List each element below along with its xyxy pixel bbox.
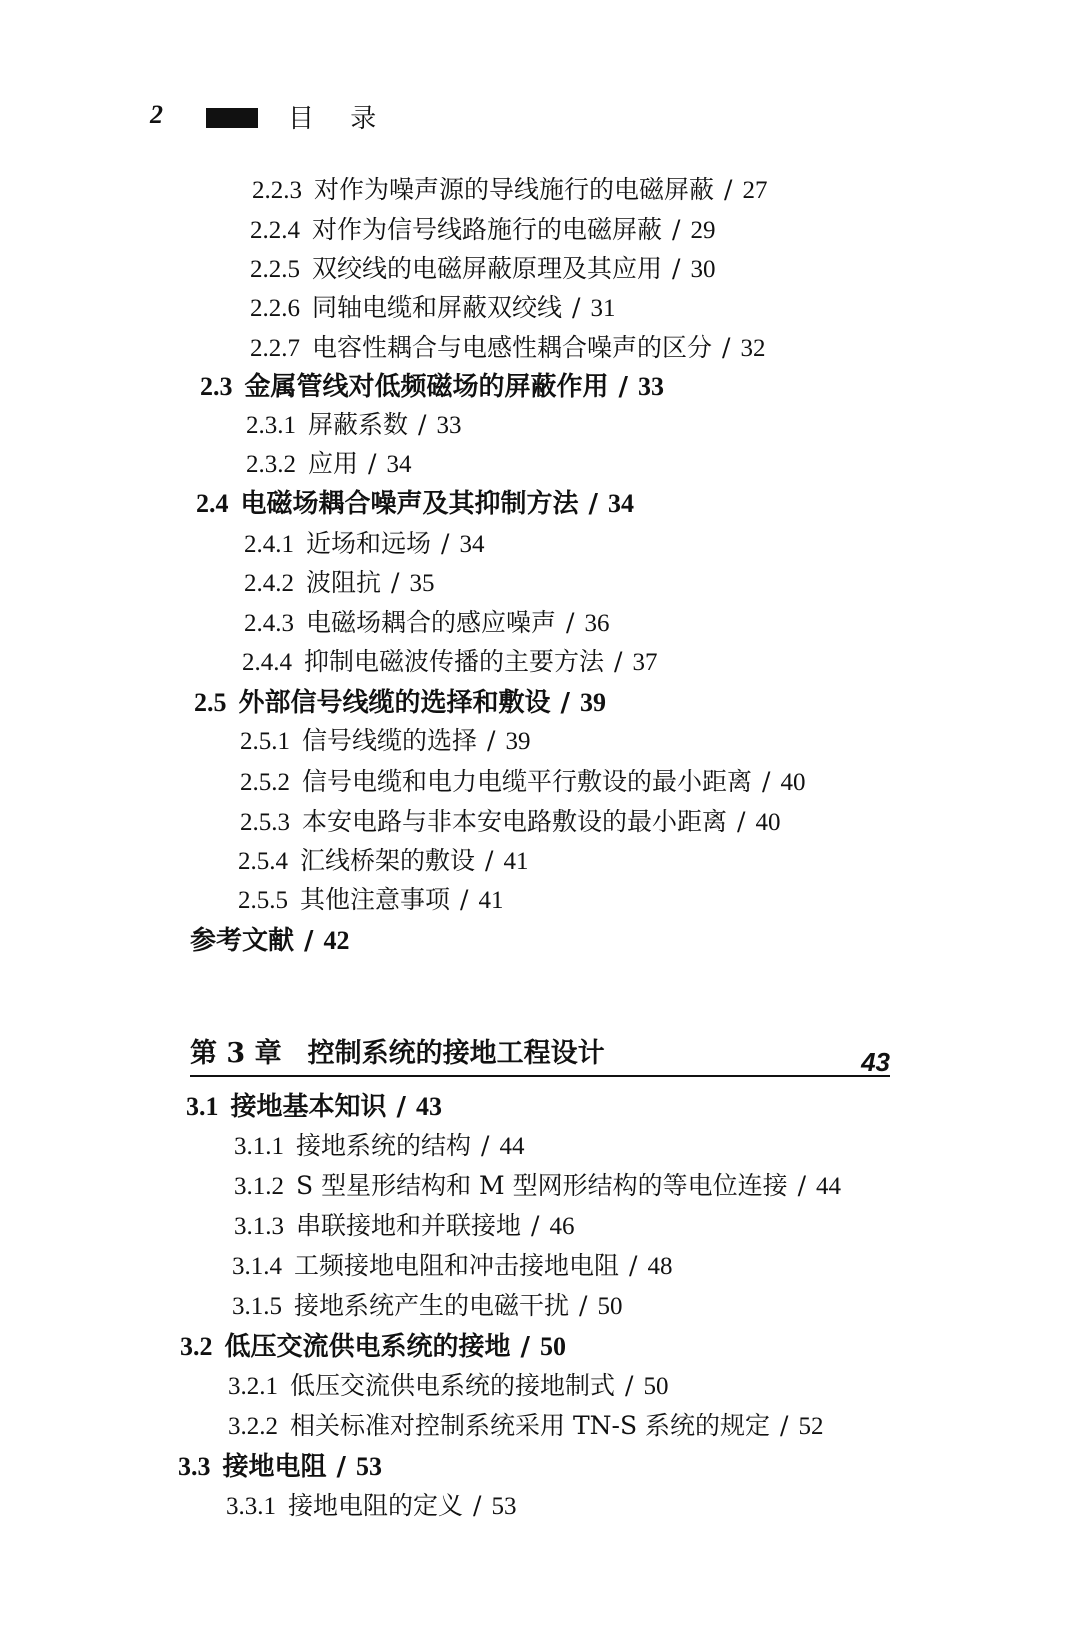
toc-entry xyxy=(240,721,530,757)
toc-entry-number: 3.2.1 xyxy=(228,1373,278,1400)
toc-separator: / xyxy=(441,529,450,558)
toc-section-entry xyxy=(200,366,664,403)
toc-entry-page: 43 xyxy=(416,1092,443,1121)
toc-separator: / xyxy=(485,846,494,875)
toc-entry-page: 31 xyxy=(590,295,616,322)
toc-entry-title: 串联接地和并联接地 xyxy=(296,1211,522,1240)
toc-entry-page: 41 xyxy=(503,848,529,875)
toc-entry-number: 2.5.4 xyxy=(238,848,288,875)
toc-entry xyxy=(234,1206,574,1242)
chapter-name: 控制系统的接地工程设计 xyxy=(307,1038,605,1069)
toc-separator: / xyxy=(579,1291,588,1320)
toc-separator: / xyxy=(391,568,400,597)
toc-entry-page: 41 xyxy=(478,887,504,914)
toc-entry-page: 27 xyxy=(742,177,768,204)
toc-entry-page: 44 xyxy=(816,1173,842,1200)
toc-entry-title: 应用 xyxy=(308,449,359,478)
toc-section-entry xyxy=(196,483,634,520)
toc-entry-page: 42 xyxy=(323,926,350,955)
toc-entry-title: 电容性耦合与电感性耦合噪声的区分 xyxy=(312,333,713,362)
toc-separator: / xyxy=(368,449,377,478)
toc-entry-title: 相关标准对控制系统采用 TN-S 系统的规定 xyxy=(290,1411,771,1440)
toc-separator: / xyxy=(762,767,771,796)
chapter-title xyxy=(190,1031,605,1070)
chapter-page-number: 43 xyxy=(861,1047,890,1077)
toc-entry-title: S 型星形结构和 M 型网形结构的等电位连接 xyxy=(296,1171,788,1200)
toc-entry xyxy=(244,603,609,639)
toc-entry-number: 2.4.4 xyxy=(242,649,292,676)
toc-entry-title: 信号电缆和电力电缆平行敷设的最小距离 xyxy=(302,767,753,796)
toc-separator: / xyxy=(520,1332,531,1362)
toc-entry-number: 2.2.6 xyxy=(250,295,300,322)
toc-entry-page: 35 xyxy=(409,570,435,597)
toc-entry-page: 36 xyxy=(584,610,610,637)
toc-separator: / xyxy=(722,333,731,362)
toc-entry-number: 3.3 xyxy=(178,1452,211,1481)
toc-entry-number: 2.3.1 xyxy=(246,412,296,439)
toc-entry-title: 汇线桥架的敷设 xyxy=(300,846,476,875)
toc-section-entry xyxy=(194,682,606,719)
toc-entry-page: 48 xyxy=(647,1253,673,1280)
toc-entry-number: 2.5.2 xyxy=(240,769,290,796)
toc-section-entry xyxy=(178,1446,382,1483)
toc-entry-title: 低压交流供电系统的接地制式 xyxy=(290,1371,616,1400)
toc-entry-page: 29 xyxy=(690,217,716,244)
toc-entry-number: 2.4.3 xyxy=(244,610,294,637)
toc-entry-number: 3.1.3 xyxy=(234,1213,284,1240)
header-bar-decoration xyxy=(206,108,258,128)
toc-separator: / xyxy=(560,688,571,718)
toc-entry xyxy=(232,1286,622,1322)
toc-entry-title: 波阻抗 xyxy=(306,568,382,597)
toc-entry xyxy=(234,1166,841,1202)
toc-entry xyxy=(226,1486,516,1522)
toc-entry-number: 2.2.7 xyxy=(250,335,300,362)
toc-entry-title: 接地系统的结构 xyxy=(296,1131,472,1160)
toc-entry-page: 53 xyxy=(491,1493,517,1520)
toc-entry-number: 2.3.2 xyxy=(246,451,296,478)
toc-entry xyxy=(250,288,615,324)
toc-entry xyxy=(252,170,767,206)
toc-entry-number: 2.4.2 xyxy=(244,570,294,597)
toc-section-entry xyxy=(180,1326,566,1363)
toc-entry-number: 3.1.2 xyxy=(234,1173,284,1200)
toc-entry xyxy=(234,1126,524,1162)
toc-entry-title: 金属管线对低频磁场的屏蔽作用 xyxy=(244,372,609,402)
toc-entry-title: 抑制电磁波传播的主要方法 xyxy=(304,647,605,676)
toc-entry-page: 30 xyxy=(690,256,716,283)
toc-entry-title: 工频接地电阻和冲击接地电阻 xyxy=(294,1251,620,1280)
toc-entry xyxy=(238,880,503,916)
toc-separator: / xyxy=(618,372,629,402)
toc-entry-number: 3.1.4 xyxy=(232,1253,282,1280)
toc-entry xyxy=(228,1406,823,1442)
chapter-heading xyxy=(190,1027,890,1077)
toc-entry-title: 低压交流供电系统的接地 xyxy=(224,1332,511,1362)
toc-entry-page: 33 xyxy=(638,372,665,401)
toc-entry-title: 电磁场耦合的感应噪声 xyxy=(306,608,557,637)
toc-separator: / xyxy=(672,254,681,283)
toc-entry-number: 2.3 xyxy=(200,372,233,401)
toc-separator: / xyxy=(304,926,314,956)
chapter-label: 第 3 章 xyxy=(190,1038,282,1069)
toc-entry xyxy=(232,1246,672,1282)
toc-separator: / xyxy=(797,1171,807,1200)
toc-entry-number: 2.4.1 xyxy=(244,531,294,558)
toc-entry xyxy=(250,249,715,285)
page-number: 2 xyxy=(150,100,163,129)
toc-references-entry xyxy=(190,920,350,957)
toc-entry-number: 3.2 xyxy=(180,1332,213,1361)
toc-entry-page: 39 xyxy=(580,688,607,717)
toc-entry-title: 外部信号线缆的选择和敷设 xyxy=(238,688,551,718)
toc-separator: / xyxy=(625,1371,634,1400)
toc-separator: / xyxy=(614,647,623,676)
toc-entry xyxy=(244,524,484,560)
toc-entry-title: 屏蔽系数 xyxy=(308,410,409,439)
toc-entry-title: 参考文献 xyxy=(190,926,295,956)
toc-separator: / xyxy=(481,1131,490,1160)
toc-entry-page: 52 xyxy=(798,1413,824,1440)
toc-entry-page: 50 xyxy=(643,1373,669,1400)
toc-entry-title: 对作为信号线路施行的电磁屏蔽 xyxy=(312,215,663,244)
toc-entry-number: 3.1.5 xyxy=(232,1293,282,1320)
toc-separator: / xyxy=(396,1092,407,1122)
toc-entry-title: 本安电路与非本安电路敷设的最小距离 xyxy=(302,807,728,836)
toc-entry xyxy=(250,328,765,364)
toc-entry-number: 3.1 xyxy=(186,1092,219,1121)
toc-separator: / xyxy=(780,1411,789,1440)
toc-separator: / xyxy=(672,215,681,244)
toc-separator: / xyxy=(566,608,575,637)
toc-entry-title: 双绞线的电磁屏蔽原理及其应用 xyxy=(312,254,663,283)
toc-entry-page: 39 xyxy=(505,728,531,755)
toc-entry-number: 2.5.5 xyxy=(238,887,288,914)
toc-entry-number: 2.5.3 xyxy=(240,809,290,836)
toc-entry-page: 50 xyxy=(540,1332,567,1361)
header-title: 目 录 xyxy=(288,104,391,134)
toc-entry-page: 40 xyxy=(755,809,781,836)
toc-entry-title: 信号线缆的选择 xyxy=(302,726,478,755)
toc-separator: / xyxy=(629,1251,638,1280)
toc-entry-number: 3.2.2 xyxy=(228,1413,278,1440)
toc-separator: / xyxy=(588,489,599,519)
toc-entry xyxy=(240,762,805,798)
toc-entry-title: 同轴电缆和屏蔽双绞线 xyxy=(312,293,563,322)
toc-separator: / xyxy=(737,807,746,836)
toc-entry xyxy=(244,563,434,599)
toc-entry-page: 50 xyxy=(597,1293,623,1320)
toc-separator: / xyxy=(336,1452,347,1482)
toc-separator: / xyxy=(531,1211,540,1240)
toc-entry-title: 接地系统产生的电磁干扰 xyxy=(294,1291,570,1320)
toc-entry-page: 40 xyxy=(780,769,806,796)
toc-entry-page: 32 xyxy=(740,335,766,362)
toc-entry-page: 44 xyxy=(499,1133,525,1160)
toc-entry-page: 34 xyxy=(608,489,635,518)
toc-entry-title: 接地电阻 xyxy=(222,1452,327,1482)
toc-entry-page: 53 xyxy=(356,1452,383,1481)
toc-entry xyxy=(250,210,715,246)
toc-separator: / xyxy=(724,175,733,204)
toc-entry-title: 对作为噪声源的导线施行的电磁屏蔽 xyxy=(314,175,715,204)
toc-entry-number: 3.1.1 xyxy=(234,1133,284,1160)
toc-entry-page: 46 xyxy=(549,1213,575,1240)
toc-separator: / xyxy=(487,726,496,755)
toc-entry-title: 电磁场耦合噪声及其抑制方法 xyxy=(240,489,579,519)
toc-entry-page: 34 xyxy=(459,531,485,558)
toc-entry xyxy=(246,444,411,480)
toc-entry-number: 2.4 xyxy=(196,489,229,518)
toc-separator: / xyxy=(418,410,427,439)
toc-entry-number: 3.3.1 xyxy=(226,1493,276,1520)
toc-entry-number: 2.2.5 xyxy=(250,256,300,283)
toc-section-entry xyxy=(186,1086,442,1123)
toc-entry-number: 2.2.4 xyxy=(250,217,300,244)
toc-entry-title: 接地基本知识 xyxy=(230,1092,387,1122)
toc-entry-title: 接地电阻的定义 xyxy=(288,1491,464,1520)
toc-entry-title: 其他注意事项 xyxy=(300,885,451,914)
toc-entry xyxy=(242,642,657,678)
toc-separator: / xyxy=(460,885,469,914)
toc-entry-number: 2.2.3 xyxy=(252,177,302,204)
toc-entry-page: 37 xyxy=(632,649,658,676)
toc-entry-number: 2.5 xyxy=(194,688,227,717)
toc-separator: / xyxy=(572,293,581,322)
toc-entry xyxy=(240,802,780,838)
toc-entry-number: 2.5.1 xyxy=(240,728,290,755)
toc-separator: / xyxy=(473,1491,482,1520)
toc-entry xyxy=(246,405,461,441)
toc-entry-page: 34 xyxy=(386,451,412,478)
toc-entry-title: 近场和远场 xyxy=(306,529,432,558)
toc-entry-page: 33 xyxy=(436,412,462,439)
toc-entry xyxy=(238,841,528,877)
toc-entry xyxy=(228,1366,668,1402)
